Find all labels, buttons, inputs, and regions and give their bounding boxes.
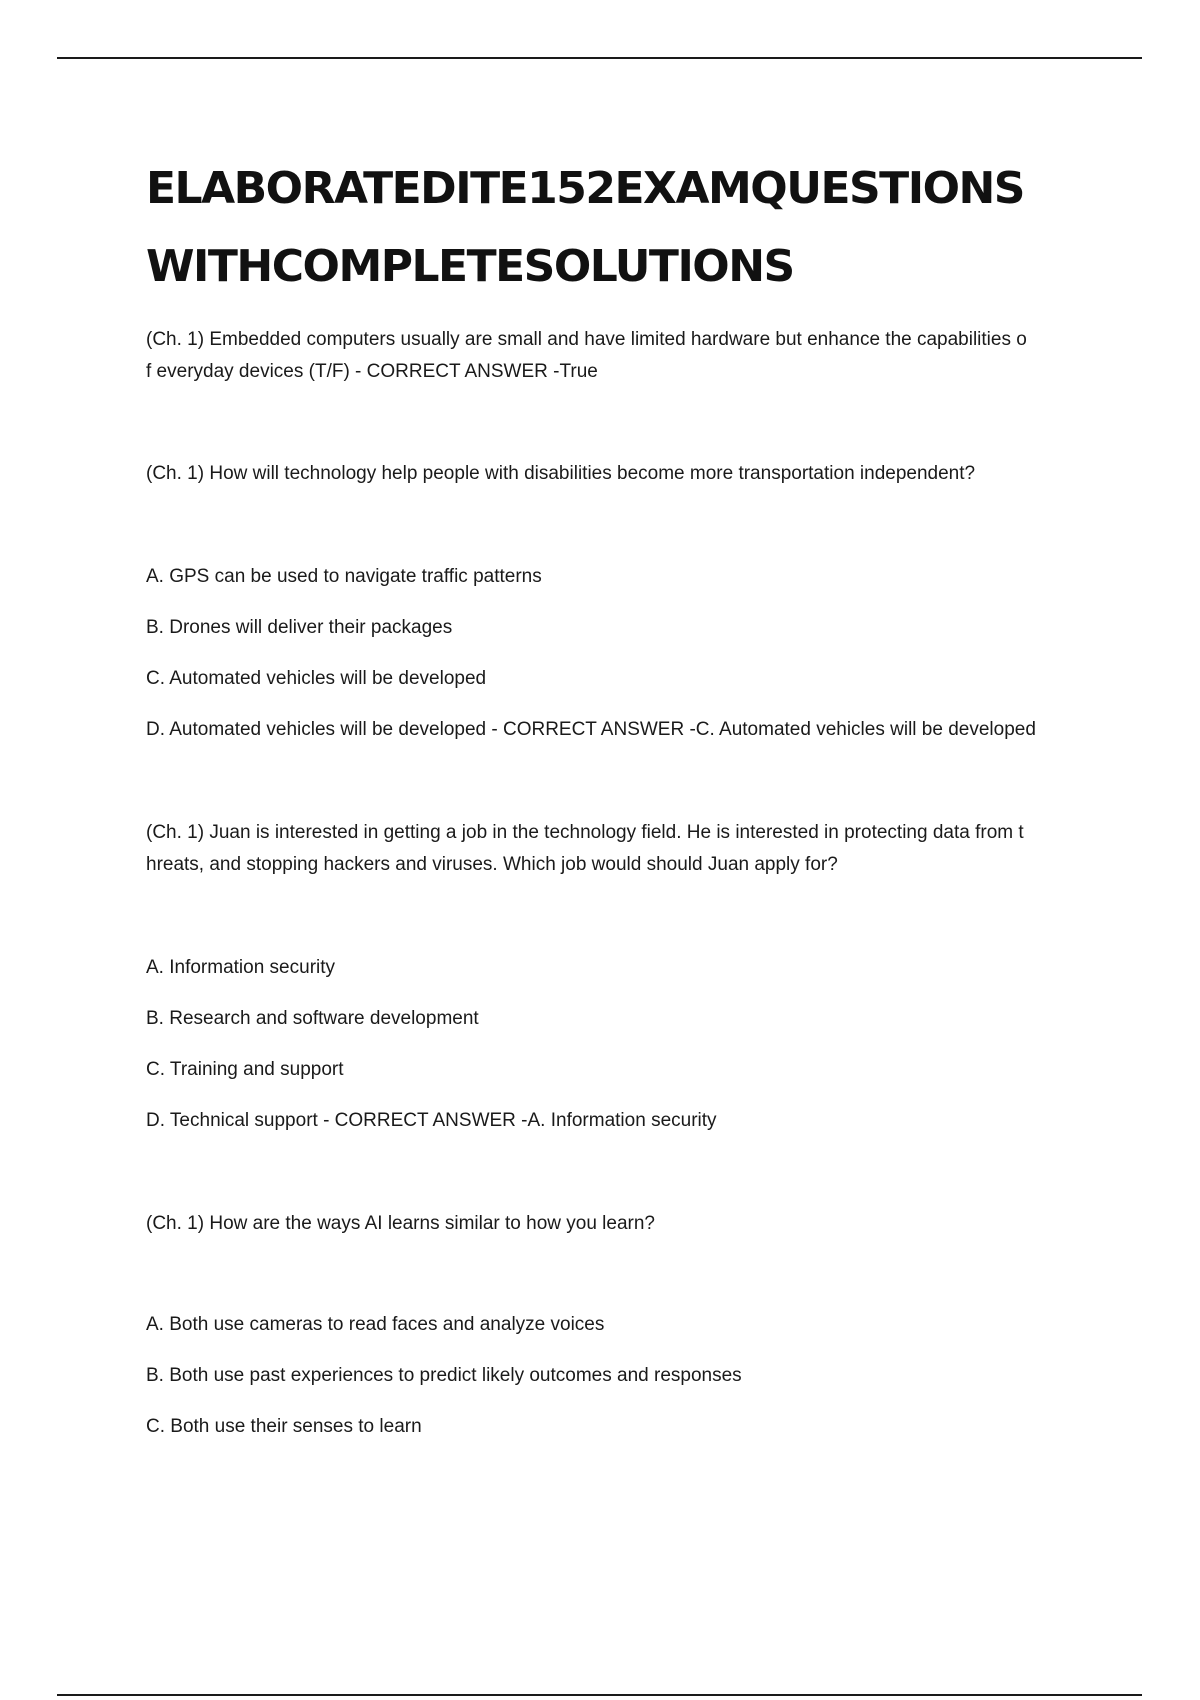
- top-rule: [57, 57, 1142, 59]
- question-4-options: [146, 1309, 1086, 1443]
- question-3-option-d: D. Technical support - CORRECT ANSWER -A. Information security: [146, 1110, 717, 1131]
- question-4-option-a: A. Both use cameras to read faces and analyze voices: [146, 1314, 605, 1335]
- question-1-line-2: f everyday devices (T/F) - CORRECT ANSWER -True: [146, 361, 598, 382]
- question-1-line-1: (Ch. 1) Embedded computers usually are small and have limited hardware but enhance the capabilities o: [146, 329, 1027, 350]
- question-3-option-c: C. Training and support: [146, 1059, 344, 1080]
- question-3-option-b: B. Research and software development: [146, 1008, 479, 1029]
- question-4-option-b: B. Both use past experiences to predict likely outcomes and responses: [146, 1365, 742, 1386]
- document-title: [146, 150, 1086, 306]
- question-1-text: [146, 324, 1086, 388]
- question-3-line-2: hreats, and stopping hackers and viruses. Which job would should Juan apply for?: [146, 854, 838, 875]
- question-3: [146, 817, 1086, 1137]
- question-3-option-a: A. Information security: [146, 957, 336, 978]
- question-3-text: [146, 817, 1086, 881]
- title-line-1: ELABORATEDITE152EXAMQUESTIONS: [146, 163, 1024, 214]
- question-2-option-d: D. Automated vehicles will be developed - CORRECT ANSWER -C. Automated vehicles will be developed: [146, 719, 1036, 740]
- question-4: [146, 1208, 1086, 1443]
- question-3-line-1: (Ch. 1) Juan is interested in getting a job in the technology field. He is interested in protecting data from t: [146, 822, 1024, 843]
- document-body: [146, 150, 1086, 1443]
- question-2-option-c: C. Automated vehicles will be developed: [146, 668, 487, 689]
- question-2: [146, 458, 1086, 746]
- question-4-text: (Ch. 1) How are the ways AI learns similar to how you learn?: [146, 1213, 655, 1234]
- bottom-rule: [57, 1694, 1142, 1696]
- question-2-text: (Ch. 1) How will technology help people with disabilities become more transportation independent?: [146, 463, 976, 484]
- title-line-2: WITHCOMPLETESOLUTIONS: [146, 241, 794, 292]
- question-4-option-c: C. Both use their senses to learn: [146, 1416, 422, 1437]
- question-2-option-a: A. GPS can be used to navigate traffic patterns: [146, 566, 542, 587]
- question-2-option-b: B. Drones will deliver their packages: [146, 617, 453, 638]
- question-3-options: [146, 952, 1086, 1137]
- question-1: [146, 324, 1086, 388]
- question-2-options: [146, 561, 1086, 746]
